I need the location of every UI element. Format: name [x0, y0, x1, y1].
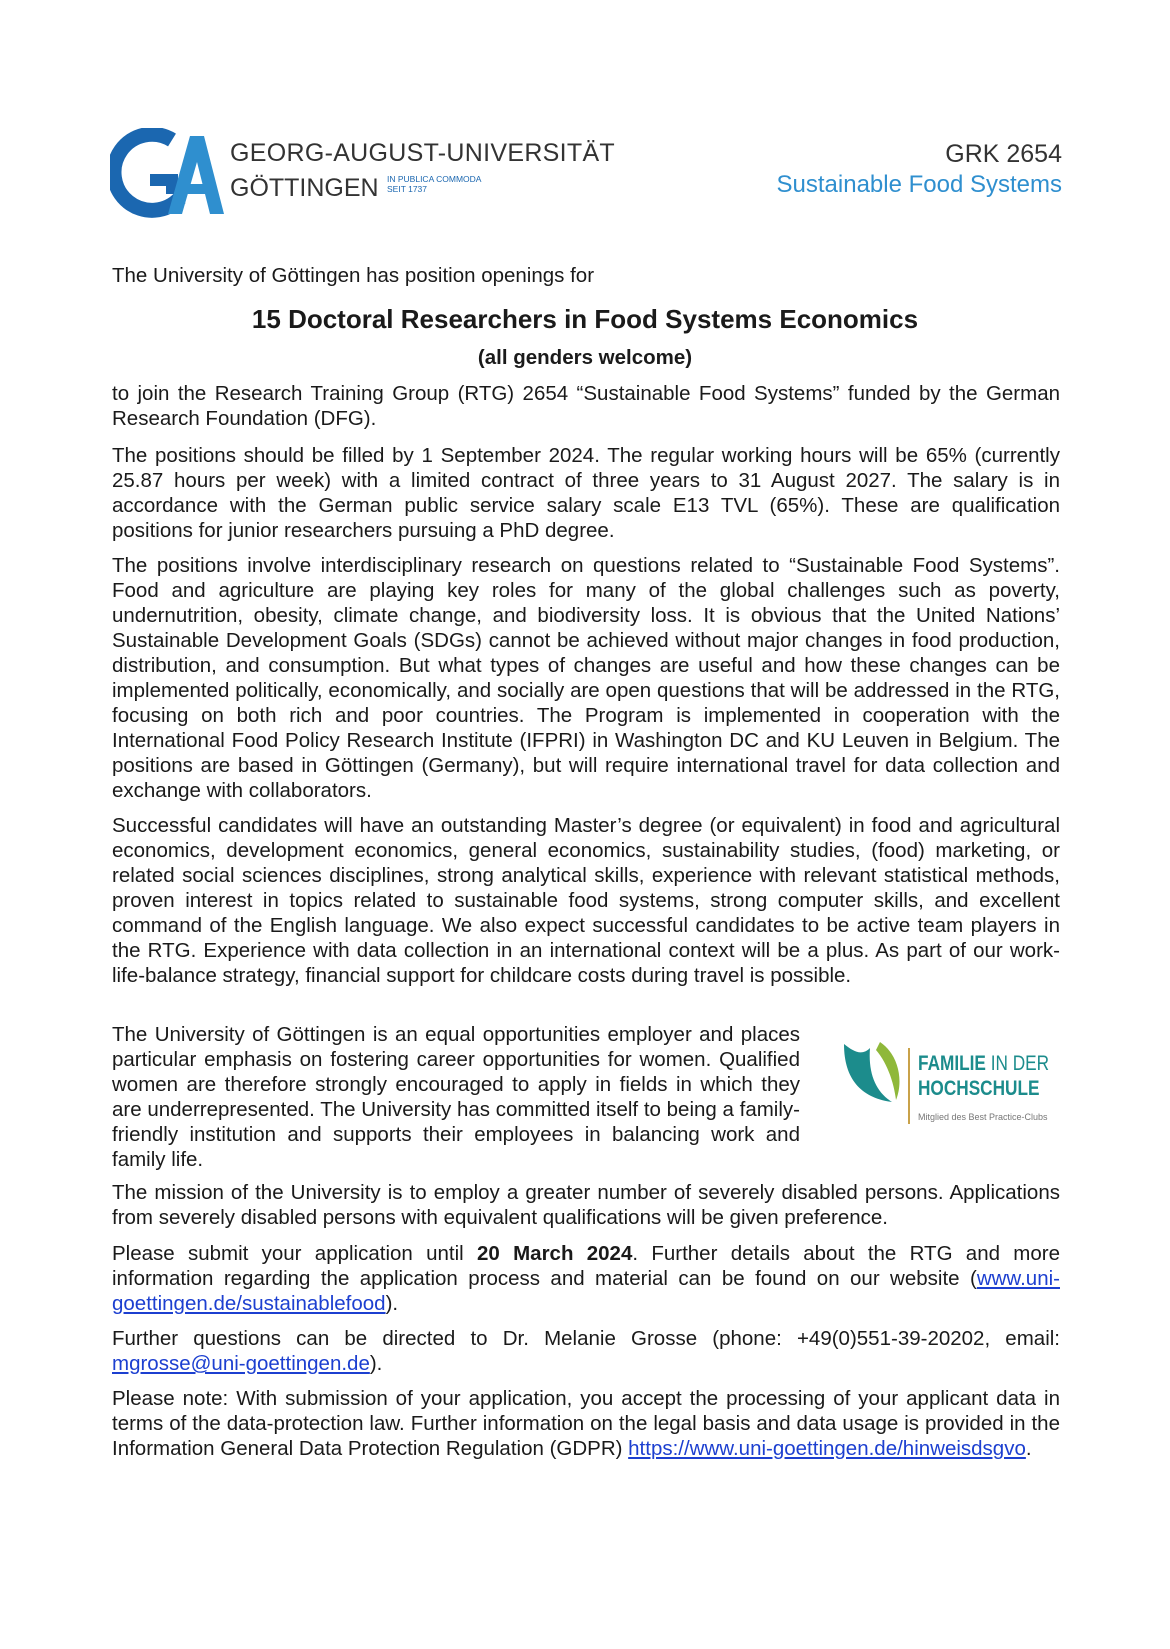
paragraph-contact [112, 1326, 1060, 1376]
gdpr-text-a: Please note: With submission of your application, you accept the processing of your applicant data in terms of the data-protection law. Further information on the legal basis and data usage is provided in the Information General Data Protection Regulation (GDPR) [112, 1387, 1060, 1460]
ga-monogram-icon [110, 128, 228, 223]
familie-word: FAMILIE [918, 1052, 986, 1075]
founding-year: SEIT 1737 [387, 184, 428, 194]
paragraph-application [112, 1241, 1060, 1316]
contact-text-b: ). [369, 1352, 383, 1375]
page-title: 15 Doctoral Researchers in Food Systems Economics [251, 304, 919, 334]
gdpr-link[interactable]: https://www.uni-goettingen.de/hinweisdsgvo [628, 1437, 1026, 1460]
application-text-a: Please submit your application until [112, 1242, 477, 1265]
grk-logo [777, 138, 1062, 200]
page-subtitle: (all genders welcome) [477, 346, 693, 369]
paragraph-disabled: The mission of the University is to employ a greater number of severely disabled persons. Applications from severely disabled persons with equivalent qualifications will be given preference. [112, 1181, 1060, 1229]
contact-text-a: Further questions can be directed to Dr. Melanie Grosse (phone: +49(0)551-39-20202, email: [112, 1327, 1060, 1350]
application-text-b: . Further details about the RTG and more information regarding the application process and material can be found on our website ( [112, 1242, 1060, 1290]
email-link[interactable]: mgrosse@uni-goettingen.de [112, 1352, 370, 1375]
application-text-c: ). [385, 1292, 399, 1315]
paragraph-positions: The positions should be filled by 1 September 2024. The regular working hours will be 65% (currently 25.87 hours per week) with a limited contract of three years to 31 August 2027. The salary is in accordance with the German public service salary scale E13 TVL (65%). These are qualification positions for junior researchers pursuing a PhD degree. [112, 444, 1060, 542]
gdpr-text-b: . [1025, 1437, 1032, 1460]
university-name: GEORG-AUGUST-UNIVERSITÄT [230, 139, 616, 167]
in-der-word: IN DER [985, 1052, 1050, 1075]
paragraph-equal-opportunities: The University of Göttingen is an equal opportunities employer and places particular emphasis on fostering career opportunities for women. Qualified women are therefore strongly encouraged to apply in fields in which they are underrepresented. The University has committed itself to being a family-friendly institution and supports their employees in balancing work and family life. [112, 1023, 800, 1171]
familie-leaf-icon [840, 1040, 906, 1108]
university-motto [387, 174, 481, 194]
familie-logo [840, 1040, 1060, 1140]
intro-text: The University of Göttingen has position openings for [112, 264, 595, 287]
paragraph-research: The positions involve interdisciplinary research on questions related to “Sustainable Food Systems”. Food and agriculture are playing key roles for many of the global challenges such as poverty, undernutrition, obesity, climate change, and biodiversity loss. It is obvious that the United Nations’ Sustainable Development Goals (SDGs) cannot be achieved without major changes in food production, distribution, and consumption. But what types of changes are useful and how these changes can be implemented politically, economically, and socially are open questions that will be addressed in the RTG, focusing on both rich and poor countries. The Program is implemented in cooperation with the International Food Policy Research Institute (IFPRI) in Washington DC and KU Leuven in Belgium. The positions are based in Göttingen (Germany), but will require international travel for data collection and exchange with collaborators. [112, 554, 1060, 802]
application-deadline: 20 March 2024 [477, 1242, 633, 1265]
paragraph-candidates: Successful candidates will have an outstanding Master’s degree (or equivalent) in food and agricultural economics, development economics, general economics, sustainability studies, (food) marketing, or related social sciences disciplines, strong analytical skills, experience with relevant statistical methods, proven interest in topics related to sustainable food systems, strong computer skills, and excellent command of the English language. We also expect successful candidates to be active team players in the RTG. Experience with data collection in an international context will be a plus. As part of our work-life-balance strategy, financial support for childcare costs during travel is possible. [112, 814, 1060, 987]
paragraph-gdpr [112, 1386, 1060, 1461]
paragraph-rtg: to join the Research Training Group (RTG) 2654 “Sustainable Food Systems” funded by the German Research Foundation (DFG). [112, 382, 1060, 430]
website-link[interactable]: www.uni-goettingen.de/sustainablefood [112, 1267, 1060, 1315]
motto-line: IN PUBLICA COMMODA [387, 174, 482, 184]
university-city: GÖTTINGEN [230, 174, 379, 202]
familie-line1 [918, 1052, 1049, 1076]
university-logo [110, 128, 616, 223]
familie-divider [908, 1048, 910, 1124]
familie-line2: HOCHSCHULE [918, 1077, 1040, 1100]
grk-id: GRK 2654 [945, 140, 1062, 168]
familie-tagline: Mitglied des Best Practice-Clubs [918, 1112, 1048, 1122]
grk-name: Sustainable Food Systems [776, 171, 1062, 198]
